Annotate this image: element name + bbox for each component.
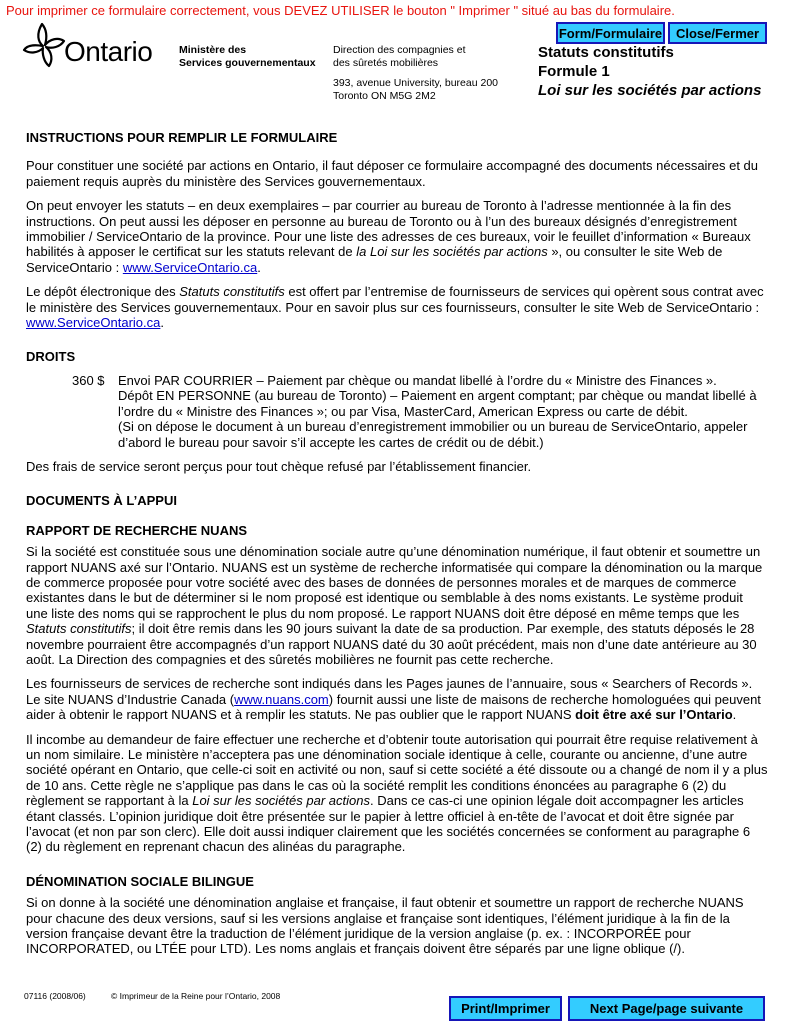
form-code: 07116 (2008/06) xyxy=(24,991,86,1001)
text-run: », ou consulter le site Web de ServiceOntario : xyxy=(26,244,723,275)
branch-line-1: Direction des compagnies et xyxy=(333,44,466,56)
instructions-paragraph-2 xyxy=(26,198,768,275)
print-button[interactable]: Print/Imprimer xyxy=(449,996,562,1021)
text-run: Le dépôt électronique des xyxy=(26,284,180,300)
ministry-line-2: Services gouvernementaux xyxy=(179,57,316,69)
act-name: Loi sur les sociétés par actions xyxy=(192,793,370,809)
ontario-wordmark: Ontario xyxy=(64,36,153,67)
documents-heading: DOCUMENTS À L’APPUI xyxy=(26,493,177,509)
text-run: ; il doit être remis dans les 90 jours suivant la date de sa production. Par exemple, des statuts déposés le 28 novembre pourraient être accompagnés d’un rapport NUANS daté du 30 août précédent, mais non d’une date antérieure au 30 août. La Direction des compagnies et des sûretés mobilières ne fournit pas cette recherche. xyxy=(26,621,757,667)
text-run: ) fournit aussi une liste de maisons de recherche homologuées qui peuvent aider à obtenir le rapport NUANS et à remplir les statuts. Ne pas oublier que le rapport NUANS xyxy=(26,691,761,723)
serviceontario-link[interactable]: www.ServiceOntario.ca xyxy=(122,259,258,275)
fee-mail: Envoi PAR COURRIER – Paiement par chèque ou mandat libellé à l’ordre du « Ministre des Finances ». xyxy=(118,372,717,388)
nuans-paragraph-3 xyxy=(26,732,768,855)
form-button[interactable]: Form/Formulaire xyxy=(556,22,665,44)
address-line-2: Toronto ON M5G 2M2 xyxy=(333,90,436,102)
fee-row xyxy=(26,373,768,450)
ministry-name xyxy=(179,44,316,70)
form-title-line-2: Formule 1 xyxy=(538,63,610,80)
next-page-button[interactable]: Next Page/page suivante xyxy=(568,996,765,1021)
serviceontario-link[interactable]: www.ServiceOntario.ca xyxy=(26,315,161,331)
branch-line-2: des sûretés mobilières xyxy=(333,57,439,69)
instructions-content xyxy=(26,130,768,966)
close-button[interactable]: Close/Fermer xyxy=(668,22,767,44)
form-title-line-3: Loi sur les sociétés par actions xyxy=(538,82,762,99)
text-run: Il incombe au demandeur de faire effectuer une recherche et d’obtenir toute autorisation qui pourrait être requise relativement à un nom similaire. Le ministère n’acceptera pas une dénomination sociale identique à celle, courante ou ancienne, d’une autre société opérant en Ontario, que celle-ci soit en activité ou non, sauf si cette société a été dissoute ou a changé de nom il y a plus de 10 ans. Cette règle ne s’applique pas dans le cas où la société remplit les conditions énoncées au paragraphe 6 (2) du règlement se rapportant à la xyxy=(26,731,768,809)
nuans-paragraph-1 xyxy=(26,544,768,667)
trillium-icon xyxy=(22,20,66,70)
copyright: © Imprimeur de la Reine pour l’Ontario, 2008 xyxy=(111,991,281,1001)
form-name: Statuts constitutifs xyxy=(179,284,285,300)
fees-service-charge: Des frais de service seront perçus pour tout chèque refusé par l’établissement financier. xyxy=(26,458,532,474)
fee-note: (Si on dépose le document à un bureau d’enregistrement immobilier ou un bureau de ServiceOntario, appeler d’abord le bureau pour savoir s’il accepte les cartes de crédit ou de débit.) xyxy=(118,419,748,450)
instructions-paragraph-1: Pour constituer une société par actions en Ontario, il faut déposer ce formulaire accompagné des documents nécessaires et du paiement requis auprès du ministère des Services gouvernementaux. xyxy=(26,158,759,189)
text-run: . xyxy=(732,707,737,723)
bilingual-heading: DÉNOMINATION SOCIALE BILINGUE xyxy=(26,873,254,889)
form-title xyxy=(538,43,761,100)
ministry-line-1: Ministère des xyxy=(179,44,247,56)
nuans-paragraph-2 xyxy=(26,676,768,722)
branch-address xyxy=(333,77,498,103)
address-line-1: 393, avenue University, bureau 200 xyxy=(333,77,498,89)
fee-in-person: Dépôt EN PERSONNE (au bureau de Toronto) – Paiement en argent comptant; par chèque ou mandat libellé à l’ordre du « Ministre des Finances »; ou par Visa, MasterCard, American Express ou carte de débit. xyxy=(118,388,757,419)
text-run: . Dans ce cas-ci une opinion légale doit accompagner les articles étant classés. L’opinion juridique doit être présentée sur le papier à lettre officiel à en-tête de l’avocat et doit être signée par l’avocat (et non par son clerc). Elle doit aussi indiquer clairement que les sociétés concernées se conforment au paragraphe 6 (2) du règlement en reprenant chacun des alinéas du paragraphe. xyxy=(26,793,751,855)
form-title-line-1: Statuts constitutifs xyxy=(538,44,674,61)
form-name: Statuts constitutifs xyxy=(26,621,132,637)
text-run: Les fournisseurs de services de recherche sont indiqués dans les Pages jaunes de l’annuaire, sous « Searchers of Records ». Le site NUANS d’Industrie Canada ( xyxy=(26,676,753,707)
print-warning: Pour imprimer ce formulaire correctement, vous DEVEZ UTILISER le bouton " Imprimer " situé au bas du formulaire. xyxy=(6,3,675,18)
text-run: On peut envoyer les statuts – en deux exemplaires – par courrier au bureau de Toronto à l’adresse mentionnée à la fin des instructions. On peut aussi les déposer en personne au bureau de Toronto ou à l’un des bureaux désignés d’enregistrement immobilier / ServiceOntario de la province. Pour une liste des adresses de ces bureaux, voir le feuillet d’information « Bureaux habilités à apposer le certificat sur les statuts relevant de xyxy=(26,198,751,260)
text-run: . xyxy=(160,315,165,331)
fee-description xyxy=(118,373,768,450)
branch-name xyxy=(333,44,466,70)
text-run: . xyxy=(257,259,261,275)
fee-amount: 360 $ xyxy=(72,372,105,388)
nuans-link[interactable]: www.nuans.com xyxy=(234,691,329,707)
emphasis: doit être axé sur l’Ontario xyxy=(575,707,733,723)
ontario-logo xyxy=(22,20,162,76)
bilingual-paragraph: Si on donne à la société une dénomination anglaise et française, il faut obtenir et soumettre un rapport de recherche NUANS pour chacune des deux versions, sauf si les versions anglaise et française sont identiques, l’élément juridique à la fin de la version française devant être la traduction de l’élément juridique de la version anglaise (p. ex. : INCORPORÉE pour INCORPORATED, ou LTÉE pour LTD). Les noms anglais et français doivent être séparés par une ligne oblique (/). xyxy=(26,895,744,957)
fees-heading: DROITS xyxy=(26,349,76,365)
instructions-paragraph-3 xyxy=(26,284,768,330)
nuans-heading: RAPPORT DE RECHERCHE NUANS xyxy=(26,522,248,538)
act-name: la Loi sur les sociétés par actions xyxy=(356,244,548,260)
instructions-heading: INSTRUCTIONS POUR REMPLIR LE FORMULAIRE xyxy=(26,130,338,145)
text-run: est offert par l’entremise de fournisseurs de services qui opèrent sous contrat avec le ministère des Services gouvernementaux. Pour en savoir plus sur ces fournisseurs, consulter le site Web de ServiceOntario : xyxy=(26,284,764,315)
text-run: Si la société est constituée sous une dénomination sociale autre qu’une dénomination numérique, il faut obtenir et soumettre un rapport NUANS axé sur l’Ontario. NUANS est un système de recherche informatisée qui compare la dénomination ou la marque de commerce proposée pour votre société avec des bases de données de personnes morales et de marques de commerce existantes dans le but de déterminer si le nom proposé est identique ou semblable à des noms existants. Le système produit une liste des noms qui se rapprochent le plus du nom proposé. Le rapport NUANS doit être déposé en même temps que les xyxy=(26,544,763,621)
